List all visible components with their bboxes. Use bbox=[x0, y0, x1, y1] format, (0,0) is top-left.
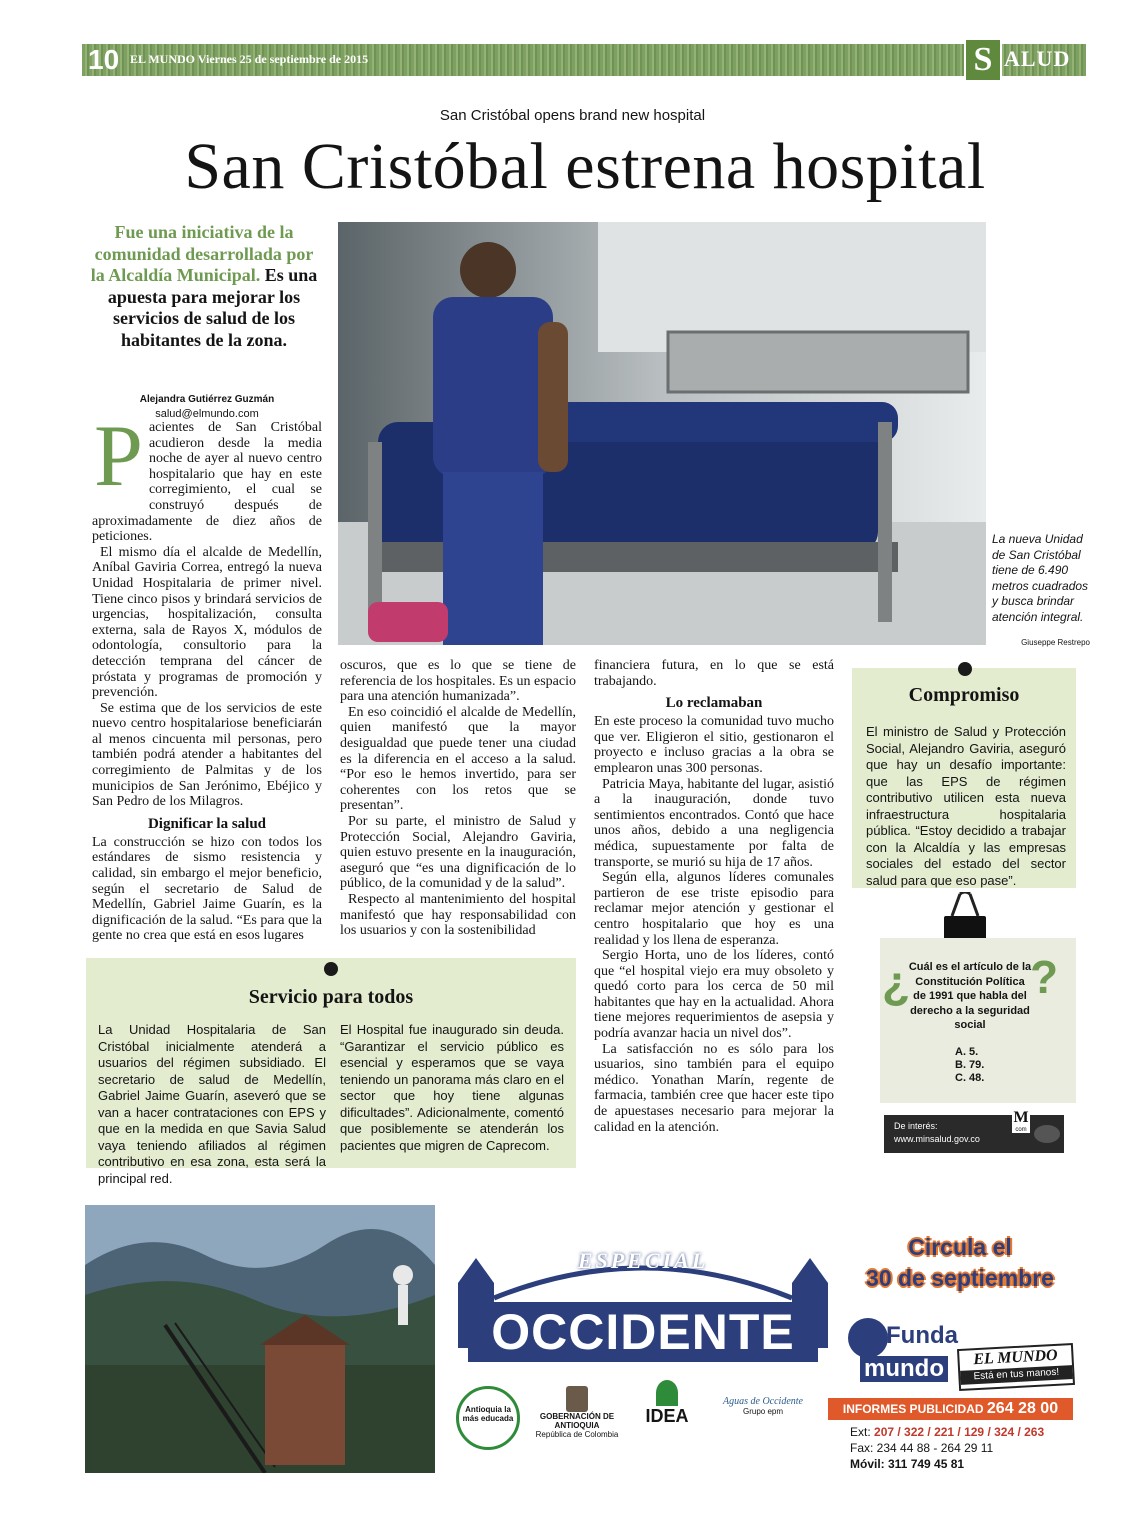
servicio-title: Servicio para todos bbox=[248, 986, 414, 1008]
subhead-dignificar: Dignificar la salud bbox=[147, 815, 267, 832]
aguas-sub: Grupo epm bbox=[742, 1407, 784, 1416]
gobernacion-text: GOBERNACIÓN DE ANTIOQUIA bbox=[539, 1412, 615, 1430]
paragraph: La satisfacción no es sólo para los usuarios, sino también para el equipo médico. Yonathan Marín, regente de farmacia, también cree que hacer este tipo de apuestases necesario para mejorar la calidad en la atención. bbox=[594, 1041, 834, 1135]
author: Alejandra Gutiérrez Guzmán bbox=[139, 394, 275, 405]
lede-green-text: Fue una iniciativa de la comunidad desarrollada por la Alcaldía Municipal. bbox=[90, 222, 314, 285]
aguas-logo bbox=[708, 1396, 818, 1416]
informes-bar bbox=[828, 1398, 1073, 1420]
especial-text: ESPECIAL bbox=[577, 1248, 709, 1273]
servicio-text-right: El Hospital fue inaugurado sin deuda. “Garantizar el servicio público es esencial y esperamos que se vaya teniendo un panorama más claro en el sector que hoy tiene algunas dificultades”. Adicionalmente, comentó que posiblemente se atenderán los pacientes que migren de Caprecom. bbox=[340, 1022, 564, 1153]
antioquia-logo bbox=[456, 1386, 520, 1450]
page-number: 10 bbox=[88, 44, 120, 75]
article-column-3 bbox=[594, 658, 834, 1135]
elmundo-logo bbox=[957, 1343, 1075, 1391]
aguas-text: Aguas de Occidente bbox=[723, 1396, 803, 1407]
pin-icon bbox=[324, 962, 338, 976]
open-question-mark: ¿ bbox=[882, 956, 911, 1008]
author-email: salud@elmundo.com bbox=[155, 408, 259, 420]
quiz-option: C. 48. bbox=[955, 1072, 985, 1084]
hospital-photo bbox=[338, 222, 986, 645]
interest-box bbox=[884, 1109, 1064, 1153]
ext-label: Ext: bbox=[850, 1425, 871, 1439]
quiz-option: A. 5. bbox=[955, 1046, 979, 1058]
informes-label: INFORMES PUBLICIDAD bbox=[842, 1402, 984, 1416]
close-question-mark: ? bbox=[1030, 951, 1059, 1003]
interest-url[interactable]: www.minsalud.gov.co bbox=[894, 1134, 980, 1144]
globe-icon bbox=[848, 1318, 888, 1358]
gobernacion-logo bbox=[522, 1386, 632, 1439]
circula-line1: Circula el bbox=[908, 1234, 1012, 1260]
occidente-text: OCCIDENTE bbox=[491, 1304, 795, 1360]
quiz-question: Cuál es el artículo de la Constitución Política de 1991 que habla del derecho a la seguridad social bbox=[908, 961, 1032, 1031]
section-initial: S bbox=[964, 38, 1002, 82]
subhead-reclamaban: Lo reclamaban bbox=[665, 695, 763, 712]
section-name: ALUD bbox=[1004, 46, 1071, 71]
article-column-2 bbox=[340, 658, 576, 939]
lede bbox=[88, 222, 320, 351]
photo-credit: Giuseppe Restrepo bbox=[1021, 638, 1090, 647]
paragraph: En eso coincidió el alcalde de Medellín, quien manifestó que la mayor desigualdad que puede tener una ciudad es la diferencia en el acceso a la salud. “Por eso le hemos invertido, para ser coherentes con los retos que se presentan”. bbox=[340, 704, 576, 814]
quiz-options bbox=[955, 1046, 984, 1085]
gobernacion-sub: República de Colombia bbox=[535, 1430, 619, 1439]
informes-number: 264 28 00 bbox=[986, 1400, 1059, 1417]
logo-letter: M bbox=[1013, 1109, 1029, 1126]
antioquia-text: Antioquia la más educada bbox=[462, 1405, 514, 1423]
circula-date bbox=[845, 1232, 1075, 1294]
paragraph: Patricia Maya, habitante del lugar, asistió a la inauguración, donde tuvo sentimientos encontrados. Contó que hace unos años, debido a una negligencia médica, supuestamente por falta de transporte, se murió su hija de 17 años. bbox=[594, 776, 834, 870]
paragraph: financiera futura, en lo que se está trabajando. bbox=[594, 658, 834, 689]
fundamundo-logo bbox=[846, 1316, 956, 1391]
lede-black-text: Es una apuesta para mejorar los servicios de salud de los habitantes de la zona. bbox=[107, 265, 318, 350]
kicker: San Cristóbal opens brand new hospital bbox=[439, 107, 706, 124]
idea-logo bbox=[642, 1380, 692, 1427]
ext-numbers: 207 / 322 / 221 / 129 / 324 / 263 bbox=[874, 1425, 1045, 1439]
paragraph: Sergio Horta, uno de los líderes, contó que “el hospital viejo era muy obsoleto y quedó corto para los cerca de 50 mil habitantes que hay en la actualidad. Ahora tiene mejores requerimientos de asepsia y podría avanzar hacia un nivel dos”. bbox=[594, 948, 834, 1042]
movil-line: Móvil: 311 749 45 81 bbox=[850, 1457, 965, 1471]
paragraph: Según ella, algunos líderes comunales partieron de ese triste episodio para reclamar mejor atención y gestionar el centro hospitalario que hoy es una realidad y los llena de esperanza. bbox=[594, 870, 834, 948]
paragraph: Se estima que de los servicios de este nuevo centro hospitalariose beneficiarán al menos cincuenta mil personas, pero también podrá atender a habitantes del corregimiento de Palmitas y de los municipios de San Jerónimo, Ebéjico y San Pedro de los Milagros. bbox=[92, 700, 322, 810]
especial-occidente-logo bbox=[448, 1228, 838, 1368]
ext-line bbox=[850, 1424, 1044, 1440]
mundo-text: mundo bbox=[860, 1356, 948, 1382]
sponsor-logos bbox=[450, 1380, 830, 1465]
elmundo-text: EL MUNDO bbox=[972, 1346, 1059, 1369]
leaf-icon bbox=[656, 1380, 678, 1406]
paragraph: acientes de San Cristóbal acudieron desde la media noche de ayer al nuevo centro hospitalario que hay en este corregimiento, el cual se construyó después de aproximadamente de diez años de peticiones. bbox=[92, 420, 322, 545]
logo-sub: com bbox=[1015, 1127, 1027, 1133]
photo-caption: La nueva Unidad de San Cristóbal tiene de 6.490 metros cuadrados y busca brindar atención integral. bbox=[992, 532, 1089, 624]
elmundo-m-logo bbox=[1012, 1109, 1030, 1133]
quiz-option: B. 79. bbox=[955, 1059, 985, 1071]
paragraph: El mismo día el alcalde de Medellín, Aníbal Gaviria Correa, entregó la nueva Unidad Hospitalaria de primer nivel. Tiene cinco pisos y brindará servicios de urgencias, hospitalización, consulta externa, sala de Rayos X, módulos de odontología, consultorio para la detección temprana del cáncer de próstata y programas de promoción y prevención. bbox=[92, 544, 322, 701]
pin-icon bbox=[958, 662, 972, 676]
compromiso-text: El ministro de Salud y Protección Social, Alejandro Gaviria, aseguró que hay un desafío importante: que las EPS de régimen contributivo utilicen esta nueva infraestructura hospitalaria pública. “Estoy decidido a trabajar con la Alcaldía y las empresas sociales del estado del sector salud para que eso pase”. bbox=[866, 724, 1066, 888]
idea-text: IDEA bbox=[645, 1406, 689, 1426]
hospital-room-illustration bbox=[338, 222, 986, 645]
paragraph: La construcción se hizo con todos los estándares de sismo resistencia y calidad, sin embargo el mejor beneficio, según el secretario de Salud de Medellín, Gabriel Jaime Guarín, es la dignificación de la salud. “Es para que la gente no crea que está en esos lugares bbox=[92, 834, 322, 944]
servicio-text-left: La Unidad Hospitalaria de San Cristóbal inicialmente atenderá a usuarios del régimen subsidiado. El secretario de salud de Medellín, Gabriel Jaime Guarín, aseveró que se van a hacer contrataciones con EPS y que en la medida en que Savia Salud vaya teniendo afiliados al régimen contributivo en esa zona, esta será la principal red. bbox=[98, 1022, 326, 1186]
circula-line2: 30 de septiembre bbox=[866, 1265, 1054, 1291]
interest-label: De interés: bbox=[894, 1121, 938, 1131]
elmundo-tagline: Está en tus manos! bbox=[960, 1365, 1073, 1385]
drop-cap: P bbox=[94, 408, 143, 505]
ad-landscape-photo bbox=[85, 1205, 435, 1473]
paragraph: En este proceso la comunidad tuvo mucho que ver. Eligieron el sitio, gestionaron el proyecto e incluso gracias a la obra se emplearon unas 300 personas. bbox=[594, 714, 834, 776]
ad-contact bbox=[850, 1424, 1044, 1472]
paragraph: Respecto al mantenimiento del hospital manifestó que hay responsabilidad con los usuarios y con la sostenibilidad bbox=[340, 891, 576, 939]
paragraph: Por su parte, el ministro de Salud y Protección Social, Alejandro Gaviria, quien estuvo presente en la inauguración, aseguró que “es una dignificación de lo público, de la comunidad y de la salud”. bbox=[340, 813, 576, 892]
fax-line: Fax: 234 44 88 - 264 29 11 bbox=[850, 1441, 994, 1455]
funda-text: Funda bbox=[886, 1322, 958, 1349]
headline: San Cristóbal estrena hospital bbox=[184, 130, 986, 203]
mouse-icon bbox=[1034, 1125, 1060, 1143]
issue-date: EL MUNDO Viernes 25 de septiembre de 2015 bbox=[130, 52, 369, 66]
shield-icon bbox=[566, 1386, 588, 1412]
compromiso-title: Compromiso bbox=[908, 684, 1020, 706]
paragraph: oscuros, que es lo que se tiene de referencia de los hospitales. Es un espacio para una atención humanizada”. bbox=[340, 658, 576, 705]
